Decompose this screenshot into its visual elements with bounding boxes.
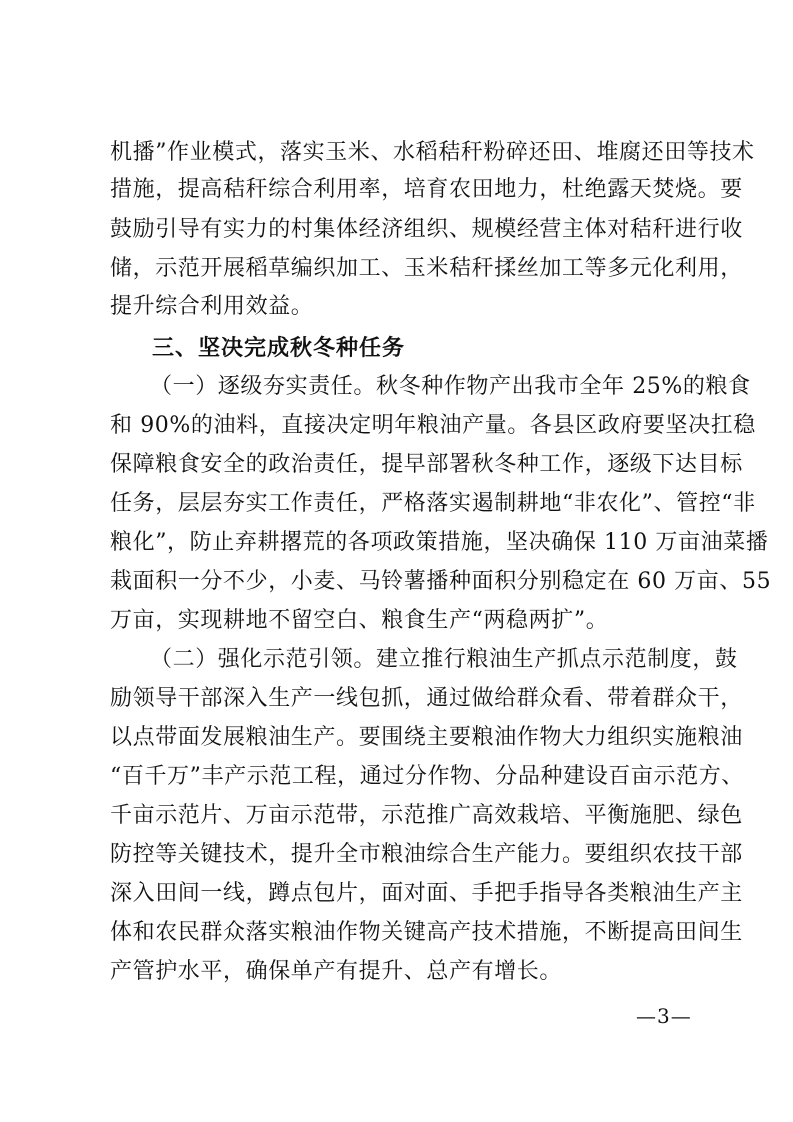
- text-line: 机播”作业模式，落实玉米、水稻秸秆粉碎还田、堆腐还田等技术: [110, 140, 755, 165]
- text-line: “百千万”丰产示范工程，通过分作物、分品种建设百亩示范方、: [110, 764, 744, 789]
- text-line: 励领导干部深入生产一线包抓，通过做给群众看、带着群众干，: [110, 686, 743, 711]
- text-line: 栽面积一分不少，小麦、马铃薯播种面积分别稳定在 60 万亩、55: [110, 569, 772, 594]
- text-line: 以点带面发展粮油生产。要围绕主要粮油作物大力组织实施粮油: [110, 725, 743, 750]
- text-line: 储，示范开展稻草编织加工、玉米秸秆揉丝加工等多元化利用，: [110, 256, 743, 281]
- section-heading: 三、坚决完成秋冬种任务: [152, 336, 406, 361]
- text-line: 深入田间一线，蹲点包片，面对面、手把手指导各类粮油生产主: [110, 881, 743, 906]
- text-line: （一）逐级夯实责任。秋冬种作物产出我市全年 25%的粮食: [150, 374, 751, 399]
- text-line: 产管护水平，确保单产有提升、总产有增长。: [110, 959, 563, 984]
- text-line: 和 90%的油料，直接决定明年粮油产量。各县区政府要坚决扛稳: [110, 413, 756, 438]
- text-line: 防控等关键技术，提升全市粮油综合生产能力。要组织农技干部: [110, 842, 743, 867]
- text-line: （二）强化示范引领。建立推行粮油生产抓点示范制度，鼓: [150, 647, 738, 672]
- text-line: 任务，层层夯实工作责任，严格落实遏制耕地“非农化”、管控“非: [110, 491, 756, 516]
- text-line: 万亩，实现耕地不留空白、粮食生产“两稳两扩”。: [110, 608, 609, 633]
- text-line: 措施，提高秸秆综合利用率，培育农田地力，杜绝露天焚烧。要: [110, 177, 743, 202]
- text-line: 提升综合利用效益。: [110, 294, 314, 319]
- text-line: 体和农民群众落实粮油作物关键高产技术措施，不断提高田间生: [110, 920, 743, 945]
- text-line: 粮化”，防止弃耕撂荒的各项政策措施，坚决确保 110 万亩油菜播: [110, 530, 769, 555]
- text-line: 千亩示范片、万亩示范带，示范推广高效栽培、平衡施肥、绿色: [110, 803, 743, 828]
- text-line: 保障粮食安全的政治责任，提早部署秋冬种工作，逐级下达目标: [110, 452, 743, 477]
- page-number: —3—: [636, 1004, 692, 1028]
- text-line: 鼓励引导有实力的村集体经济组织、规模经营主体对秸秆进行收: [110, 217, 743, 242]
